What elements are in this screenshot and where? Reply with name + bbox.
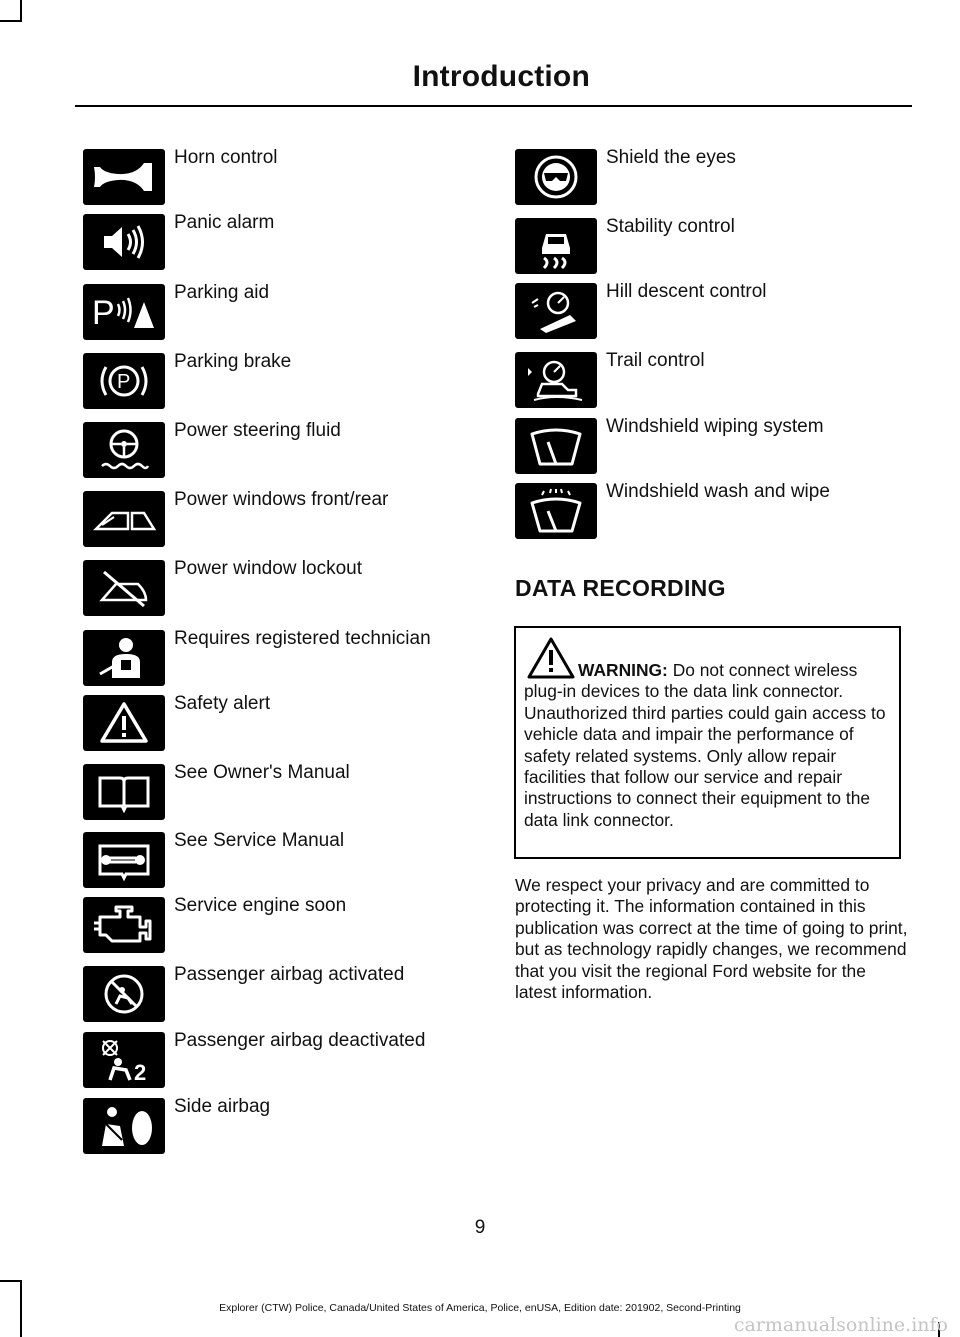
- symbol-label: Power window lockout: [174, 558, 362, 579]
- symbol-label: Shield the eyes: [606, 147, 736, 168]
- svg-text:P: P: [117, 371, 131, 393]
- symbol-row: [515, 483, 915, 539]
- symbol-row: [83, 491, 473, 547]
- power-window-lockout-icon: [83, 560, 165, 616]
- symbol-label: Passenger airbag deactivated: [174, 1030, 426, 1051]
- symbol-row: [83, 695, 473, 751]
- symbol-label: Service engine soon: [174, 895, 347, 916]
- symbol-row: [83, 764, 473, 820]
- page-title: Introduction: [412, 60, 590, 93]
- symbol-label: Side airbag: [174, 1096, 271, 1117]
- symbol-label: Windshield wiping system: [606, 416, 824, 437]
- watermark: carmanualsonline.info: [733, 1314, 948, 1336]
- symbol-label: Requires registered technician: [174, 628, 431, 649]
- symbol-row: [515, 418, 915, 474]
- symbol-row: [83, 1032, 473, 1088]
- trail-control-icon: [515, 352, 597, 408]
- wash-wipe-icon: [515, 483, 597, 539]
- symbol-label: Stability control: [606, 216, 735, 237]
- symbol-row: [83, 897, 473, 953]
- hill-descent-icon: [515, 283, 597, 339]
- symbol-row: [83, 832, 473, 888]
- section-heading: DATA RECORDING: [515, 575, 726, 601]
- horn-icon: [83, 149, 165, 205]
- symbol-label: Trail control: [606, 350, 705, 371]
- symbol-row: [515, 283, 915, 339]
- symbol-label: Parking aid: [174, 282, 270, 303]
- stability-control-icon: [515, 218, 597, 274]
- eye-protection-icon: [515, 149, 597, 205]
- warning-text-block: [524, 660, 900, 831]
- power-steering-fluid-icon: [83, 422, 165, 478]
- symbol-row: [515, 218, 915, 274]
- symbol-row: [83, 560, 473, 616]
- symbol-label: Panic alarm: [174, 212, 275, 233]
- parking-aid-icon: [83, 284, 165, 340]
- symbol-row: [515, 352, 915, 408]
- crop-mark: [20, 0, 22, 22]
- symbol-label: Power steering fluid: [174, 420, 341, 441]
- wiper-icon: [515, 418, 597, 474]
- warning-label: WARNING:: [578, 660, 668, 680]
- symbol-row: [83, 966, 473, 1022]
- symbol-row: [83, 1098, 473, 1154]
- registered-technician-icon: [83, 630, 165, 686]
- symbol-row: [83, 630, 473, 686]
- crop-mark: [0, 20, 22, 22]
- passenger-airbag-deactivated-icon: [83, 1032, 165, 1088]
- safety-alert-icon: [83, 695, 165, 751]
- owners-manual-icon: [83, 764, 165, 820]
- page-number: 9: [474, 1217, 486, 1238]
- svg-text:P: P: [92, 294, 115, 332]
- crop-mark: [0, 1280, 22, 1282]
- warning-text: Do not connect wireless plug-in devices to the data link connector. Unauthorized third parties could gain access to vehicle data and impair the performance of safety related systems. Only allow repair facilities that follow our service and repair instructions to connect their equipment to the data link connector.: [524, 660, 886, 830]
- parking-brake-icon: [83, 353, 165, 409]
- symbol-label: Hill descent control: [606, 281, 767, 302]
- svg-text:2: 2: [134, 1060, 147, 1084]
- header-rule: [75, 105, 912, 107]
- symbol-row: [83, 214, 473, 270]
- passenger-airbag-activated-icon: [83, 966, 165, 1022]
- symbol-label: See Service Manual: [174, 830, 345, 851]
- symbol-row: [83, 422, 473, 478]
- symbol-label: See Owner's Manual: [174, 762, 350, 783]
- footer-text: Explorer (CTW) Police, Canada/United States of America, Police, enUSA, Edition date: 201902, Second-Printing: [219, 1302, 741, 1314]
- service-manual-icon: [83, 832, 165, 888]
- symbol-row: [83, 284, 473, 340]
- symbol-row: [83, 353, 473, 409]
- privacy-paragraph: We respect your privacy and are committed to protecting it. The information contained in this publication was correct at the time of going to print, but as technology rapidly changes, we recommend that you visit the regional Ford website for the latest information.: [515, 875, 908, 1003]
- symbol-row: [515, 149, 915, 205]
- engine-icon: [83, 897, 165, 953]
- warning-box: [514, 626, 901, 859]
- symbol-label: Parking brake: [174, 351, 292, 372]
- symbol-label: Power windows front/rear: [174, 489, 389, 510]
- symbol-label: Windshield wash and wipe: [606, 481, 830, 502]
- symbol-label: Safety alert: [174, 693, 271, 714]
- symbol-row: [83, 149, 473, 205]
- symbol-label: Horn control: [174, 147, 278, 168]
- symbol-label: Passenger airbag activated: [174, 964, 405, 985]
- power-windows-icon: [83, 491, 165, 547]
- side-airbag-icon: [83, 1098, 165, 1154]
- speaker-icon: [83, 214, 165, 270]
